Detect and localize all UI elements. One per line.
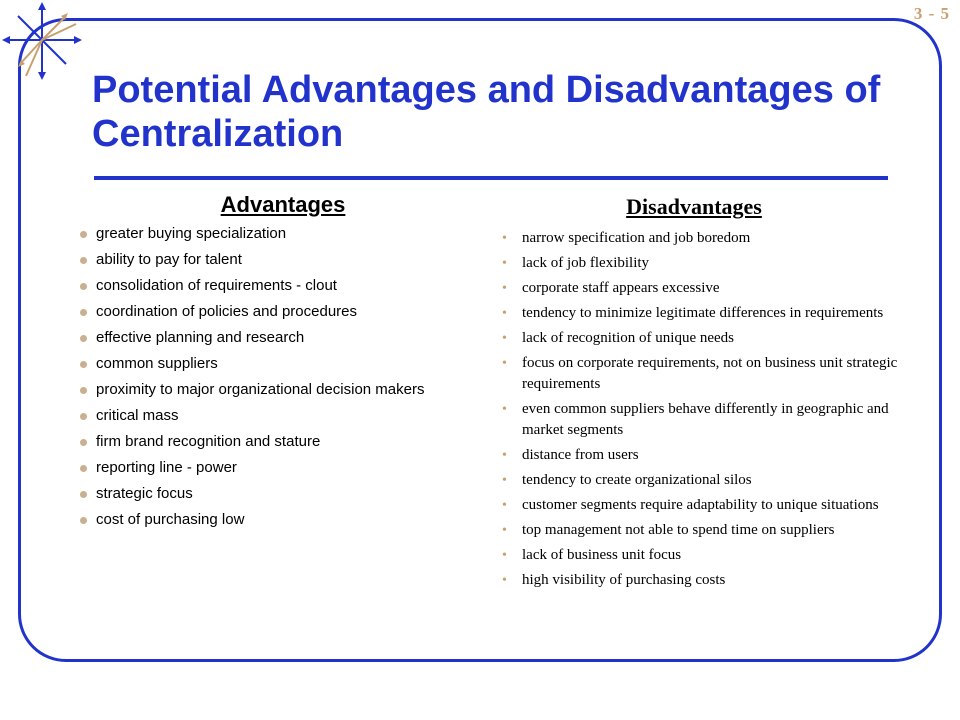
bullet-icon bbox=[80, 257, 87, 264]
list-item-text: top management not able to spend time on suppliers bbox=[522, 522, 835, 538]
list-item bbox=[494, 303, 934, 324]
bullet-icon: • bbox=[502, 448, 507, 463]
list-item bbox=[494, 253, 934, 274]
list-item-text: cost of purchasing low bbox=[96, 511, 245, 528]
bullet-icon: • bbox=[502, 331, 507, 346]
list-item-text: ability to pay for talent bbox=[96, 251, 242, 268]
list-item bbox=[78, 510, 488, 529]
list-item-text: focus on corporate requirements, not on business unit strategic requirements bbox=[522, 355, 898, 392]
list-item-text: lack of recognition of unique needs bbox=[522, 330, 735, 346]
list-item bbox=[494, 328, 934, 349]
list-item bbox=[78, 354, 488, 373]
list-item bbox=[494, 470, 934, 491]
advantages-heading: Advantages bbox=[220, 192, 346, 217]
list-item-text: tendency to create organizational silos bbox=[522, 472, 752, 488]
list-item-text: consolidation of requirements - clout bbox=[96, 277, 337, 294]
list-item bbox=[494, 353, 934, 395]
bullet-icon bbox=[80, 283, 87, 290]
list-item-text: distance from users bbox=[522, 447, 639, 463]
disadvantages-heading: Disadvantages bbox=[626, 194, 762, 219]
bullet-icon bbox=[80, 387, 87, 394]
list-item-text: coordination of policies and procedures bbox=[96, 303, 357, 320]
list-item-text: customer segments require adaptability to unique situations bbox=[522, 497, 879, 513]
list-item bbox=[78, 224, 488, 243]
bullet-icon bbox=[80, 309, 87, 316]
list-item-text: tendency to minimize legitimate differences in requirements bbox=[522, 305, 884, 321]
bullet-icon bbox=[80, 465, 87, 472]
bullet-icon bbox=[80, 361, 87, 368]
disadvantages-list bbox=[494, 228, 934, 591]
bullet-icon: • bbox=[502, 523, 507, 538]
bullet-icon: • bbox=[502, 281, 507, 296]
slide-number: 3 - 5 bbox=[913, 4, 950, 23]
compass-logo-icon bbox=[0, 0, 90, 90]
list-item-text: common suppliers bbox=[96, 355, 218, 372]
list-item-text: lack of job flexibility bbox=[522, 255, 650, 271]
list-item-text: lack of business unit focus bbox=[522, 547, 682, 563]
bullet-icon: • bbox=[502, 402, 507, 417]
list-item-text: effective planning and research bbox=[96, 329, 305, 346]
list-item-text: even common suppliers behave differently in geographic and market segments bbox=[522, 401, 889, 438]
title-divider bbox=[94, 176, 888, 180]
list-item bbox=[494, 570, 934, 591]
list-item bbox=[78, 484, 488, 503]
list-item bbox=[78, 432, 488, 451]
list-item bbox=[78, 328, 488, 347]
list-item-text: strategic focus bbox=[96, 485, 193, 502]
list-item bbox=[494, 495, 934, 516]
list-item bbox=[78, 302, 488, 321]
bullet-icon bbox=[80, 439, 87, 446]
list-item bbox=[494, 445, 934, 466]
bullet-icon: • bbox=[502, 573, 507, 588]
list-item bbox=[78, 406, 488, 425]
bullet-icon bbox=[80, 517, 87, 524]
list-item-text: critical mass bbox=[96, 407, 179, 424]
list-item bbox=[494, 228, 934, 249]
page-title: Potential Advantages and Disadvantages of Centralization bbox=[92, 69, 881, 155]
list-item bbox=[78, 458, 488, 477]
bullet-icon: • bbox=[502, 473, 507, 488]
bullet-icon: • bbox=[502, 548, 507, 563]
bullet-icon bbox=[80, 231, 87, 238]
bullet-icon: • bbox=[502, 306, 507, 321]
list-item bbox=[78, 380, 488, 399]
list-item-text: high visibility of purchasing costs bbox=[522, 572, 726, 588]
advantages-list bbox=[78, 224, 488, 529]
list-item-text: reporting line - power bbox=[96, 459, 237, 476]
list-item bbox=[494, 520, 934, 541]
bullet-icon: • bbox=[502, 256, 507, 271]
list-item bbox=[494, 278, 934, 299]
list-item-text: narrow specification and job boredom bbox=[522, 230, 751, 246]
list-item-text: proximity to major organizational decision makers bbox=[96, 381, 425, 398]
list-item-text: greater buying specialization bbox=[96, 225, 287, 242]
bullet-icon: • bbox=[502, 356, 507, 371]
advantages-column bbox=[78, 192, 488, 536]
list-item bbox=[494, 545, 934, 566]
list-item-text: firm brand recognition and stature bbox=[96, 433, 321, 450]
list-item bbox=[78, 250, 488, 269]
list-item-text: corporate staff appears excessive bbox=[522, 280, 720, 296]
list-item bbox=[494, 399, 934, 441]
bullet-icon bbox=[80, 491, 87, 498]
bullet-icon: • bbox=[502, 498, 507, 513]
list-item bbox=[78, 276, 488, 295]
bullet-icon bbox=[80, 413, 87, 420]
bullet-icon: • bbox=[502, 231, 507, 246]
bullet-icon bbox=[80, 335, 87, 342]
disadvantages-column bbox=[494, 194, 934, 595]
